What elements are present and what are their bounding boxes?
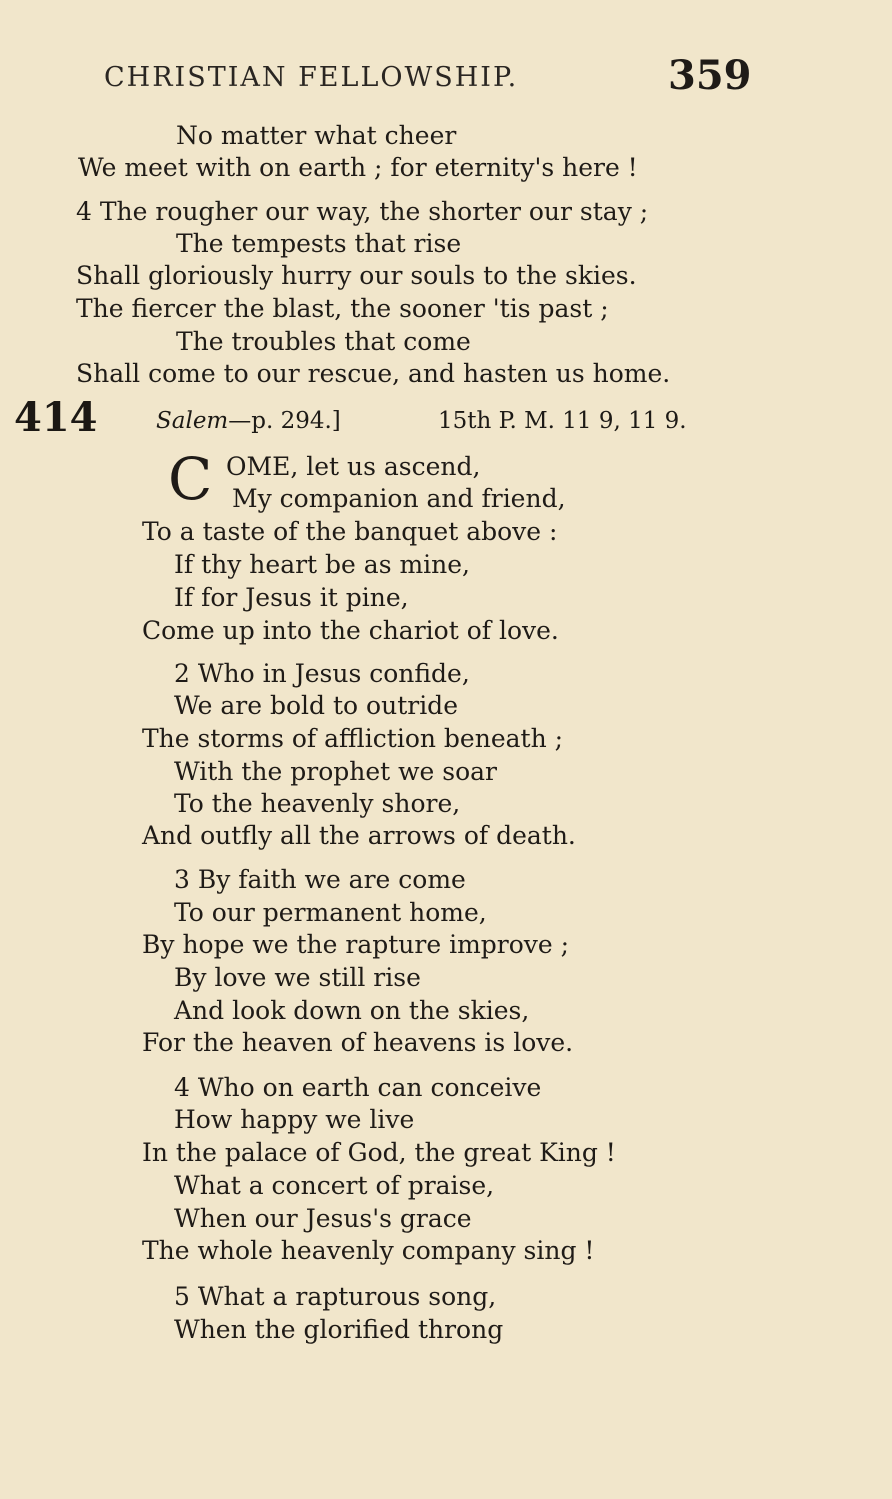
running-header: CHRISTIAN FELLOWSHIP. [104,62,519,93]
verse-line: 2 Who in Jesus confide, [174,659,470,688]
verse-line: To the heavenly shore, [174,789,461,818]
drop-cap: C [168,445,213,513]
verse-line: What a concert of praise, [174,1171,495,1200]
verse-line: And look down on the skies, [174,996,530,1025]
tune-reference [156,408,341,434]
verse-line: 5 What a rapturous song, [174,1282,497,1311]
verse-line: OME, let us ascend, [226,452,481,481]
verse-line: If thy heart be as mine, [174,550,471,579]
verse-line: The storms of affliction beneath ; [142,724,564,753]
verse-line: Come up into the chariot of love. [142,616,559,645]
verse-line: The tempests that rise [176,229,462,258]
verse-line: To our permanent home, [174,898,487,927]
verse-line: For the heaven of heavens is love. [142,1028,574,1057]
verse-line: In the palace of God, the great King ! [142,1138,616,1167]
meter-label: 15th P. M. 11 9, 11 9. [438,408,687,434]
verse-line: By love we still rise [174,963,421,992]
tune-name: Salem [156,408,229,434]
verse-line: Shall come to our rescue, and hasten us home. [76,359,671,388]
verse-line: We meet with on earth ; for eternity's here ! [78,153,638,182]
verse-line: 4 Who on earth can conceive [174,1073,542,1102]
verse-line: And outfly all the arrows of death. [142,821,576,850]
verse-line: To a taste of the banquet above : [142,517,558,546]
hymn-number: 414 [14,394,98,441]
verse-line: With the prophet we soar [174,757,498,786]
tune-page-ref: —p. 294.] [228,408,341,434]
verse-line: The fiercer the blast, the sooner 'tis past ; [76,294,609,323]
verse-line: My companion and friend, [232,484,566,513]
verse-line: When the glorified throng [174,1315,504,1344]
page-number: 359 [668,52,752,99]
verse-line: Shall gloriously hurry our souls to the skies. [76,261,637,290]
verse-line: By hope we the rapture improve ; [142,930,570,959]
verse-line: No matter what cheer [176,121,457,150]
verse-line: How happy we live [174,1105,415,1134]
verse-line: 4 The rougher our way, the shorter our stay ; [76,197,649,226]
verse-line: 3 By faith we are come [174,865,466,894]
verse-line: We are bold to outride [174,691,458,720]
verse-line: When our Jesus's grace [174,1204,472,1233]
verse-line: The whole heavenly company sing ! [142,1236,595,1265]
verse-line: The troubles that come [176,327,471,356]
verse-line: If for Jesus it pine, [174,583,409,612]
